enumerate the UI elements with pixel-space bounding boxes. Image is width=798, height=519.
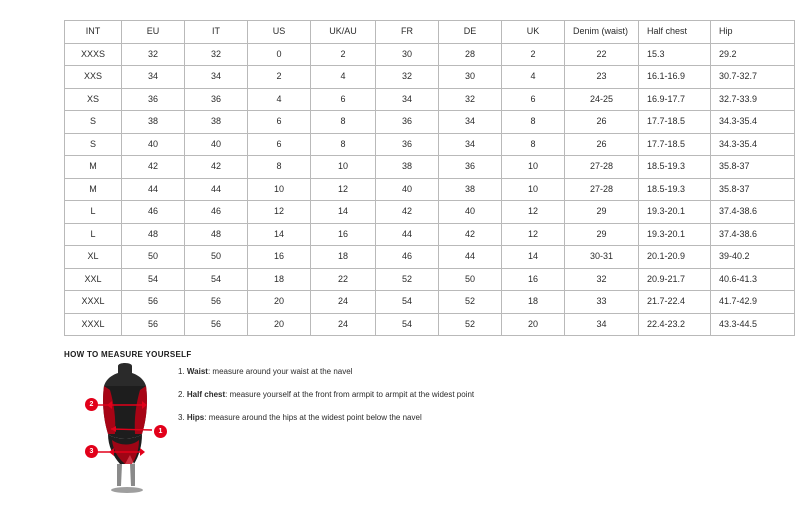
cell-hip: 35.8-37 [711,156,795,179]
cell-hip: 37.4-38.6 [711,201,795,224]
cell-us: 20 [248,313,311,336]
table-row [65,133,795,156]
cell-denim: 27-28 [565,178,639,201]
table-row [65,291,795,314]
cell-int: XXXL [65,313,122,336]
cell-int: XXL [65,268,122,291]
cell-it: 34 [185,66,248,89]
cell-denim: 27-28 [565,156,639,179]
cell-half-chest: 19.3-20.1 [639,223,711,246]
cell-half-chest: 17.7-18.5 [639,111,711,134]
cell-it: 50 [185,246,248,269]
cell-fr: 36 [376,111,439,134]
column-header-it: IT [185,21,248,44]
cell-it: 54 [185,268,248,291]
cell-half-chest: 18.5-19.3 [639,156,711,179]
cell-uk: 10 [502,178,565,201]
table-header-row [65,21,795,44]
cell-eu: 44 [122,178,185,201]
cell-de: 42 [439,223,502,246]
cell-int: M [65,178,122,201]
cell-eu: 48 [122,223,185,246]
cell-denim: 24-25 [565,88,639,111]
cell-uk: 8 [502,111,565,134]
cell-ukau: 6 [311,88,376,111]
size-chart-container [64,20,758,336]
column-header-half-chest: Half chest [639,21,711,44]
cell-us: 8 [248,156,311,179]
cell-uk: 14 [502,246,565,269]
cell-half-chest: 18.5-19.3 [639,178,711,201]
cell-denim: 23 [565,66,639,89]
cell-fr: 44 [376,223,439,246]
cell-uk: 8 [502,133,565,156]
measurement-diagram [84,360,174,495]
marker-waist: 1 [154,425,167,438]
how-to-measure-instructions [178,366,598,435]
instruction-number: 1. [178,367,185,376]
cell-us: 4 [248,88,311,111]
cell-de: 38 [439,178,502,201]
cell-us: 6 [248,111,311,134]
cell-hip: 32.7-33.9 [711,88,795,111]
cell-fr: 54 [376,313,439,336]
cell-ukau: 16 [311,223,376,246]
cell-uk: 18 [502,291,565,314]
cell-uk: 2 [502,43,565,66]
cell-uk: 12 [502,223,565,246]
size-chart-table [64,20,795,336]
cell-int: XXS [65,66,122,89]
cell-hip: 34.3-35.4 [711,133,795,156]
instruction-number: 3. [178,413,185,422]
cell-int: XL [65,246,122,269]
cell-us: 16 [248,246,311,269]
cell-it: 48 [185,223,248,246]
column-header-fr: FR [376,21,439,44]
cell-it: 32 [185,43,248,66]
cell-half-chest: 15.3 [639,43,711,66]
cell-it: 56 [185,313,248,336]
cell-us: 2 [248,66,311,89]
cell-de: 36 [439,156,502,179]
cell-hip: 29.2 [711,43,795,66]
cell-us: 10 [248,178,311,201]
cell-half-chest: 21.7-22.4 [639,291,711,314]
cell-eu: 32 [122,43,185,66]
instruction-waist [178,366,598,377]
cell-it: 36 [185,88,248,111]
table-row [65,223,795,246]
cell-denim: 29 [565,223,639,246]
cell-fr: 40 [376,178,439,201]
column-header-de: DE [439,21,502,44]
column-header-us: US [248,21,311,44]
cell-ukau: 8 [311,133,376,156]
table-row [65,246,795,269]
cell-uk: 10 [502,156,565,179]
cell-uk: 6 [502,88,565,111]
table-row [65,88,795,111]
cell-half-chest: 20.9-21.7 [639,268,711,291]
column-header-ukau: UK/AU [311,21,376,44]
cell-us: 12 [248,201,311,224]
marker-half-chest: 2 [85,398,98,411]
cell-us: 0 [248,43,311,66]
cell-ukau: 10 [311,156,376,179]
cell-eu: 56 [122,313,185,336]
cell-int: XXXS [65,43,122,66]
cell-hip: 43.3-44.5 [711,313,795,336]
instruction-term: Half chest [186,390,226,399]
cell-eu: 56 [122,291,185,314]
cell-denim: 30-31 [565,246,639,269]
cell-eu: 40 [122,133,185,156]
cell-ukau: 2 [311,43,376,66]
cell-uk: 12 [502,201,565,224]
cell-fr: 32 [376,66,439,89]
cell-int: M [65,156,122,179]
instruction-hips [178,412,598,423]
cell-ukau: 8 [311,111,376,134]
cell-ukau: 12 [311,178,376,201]
cell-de: 34 [439,111,502,134]
cell-ukau: 24 [311,291,376,314]
table-row [65,268,795,291]
cell-int: S [65,111,122,134]
cell-denim: 29 [565,201,639,224]
cell-half-chest: 16.1-16.9 [639,66,711,89]
cell-hip: 30.7-32.7 [711,66,795,89]
marker-hips: 3 [85,445,98,458]
cell-it: 40 [185,133,248,156]
cell-us: 6 [248,133,311,156]
cell-int: XS [65,88,122,111]
cell-it: 42 [185,156,248,179]
cell-uk: 20 [502,313,565,336]
cell-half-chest: 16.9-17.7 [639,88,711,111]
cell-ukau: 18 [311,246,376,269]
how-to-measure-title: HOW TO MEASURE YOURSELF [64,350,192,359]
cell-de: 28 [439,43,502,66]
cell-it: 46 [185,201,248,224]
cell-fr: 30 [376,43,439,66]
instruction-text: : measure around the hips at the widest point below the navel [204,413,422,422]
cell-de: 44 [439,246,502,269]
cell-fr: 46 [376,246,439,269]
size-chart-body [65,43,795,336]
cell-denim: 33 [565,291,639,314]
cell-de: 40 [439,201,502,224]
cell-de: 52 [439,313,502,336]
cell-denim: 26 [565,133,639,156]
cell-hip: 40.6-41.3 [711,268,795,291]
instruction-half-chest [178,389,598,400]
column-header-int: INT [65,21,122,44]
table-row [65,178,795,201]
cell-int: XXXL [65,291,122,314]
cell-int: L [65,223,122,246]
cell-it: 38 [185,111,248,134]
cell-hip: 35.8-37 [711,178,795,201]
cell-fr: 54 [376,291,439,314]
cell-de: 52 [439,291,502,314]
size-chart-header [65,21,795,44]
cell-hip: 41.7-42.9 [711,291,795,314]
cell-half-chest: 20.1-20.9 [639,246,711,269]
cell-int: L [65,201,122,224]
cell-it: 44 [185,178,248,201]
cell-half-chest: 19.3-20.1 [639,201,711,224]
cell-de: 32 [439,88,502,111]
column-header-hip: Hip [711,21,795,44]
cell-eu: 34 [122,66,185,89]
cell-eu: 36 [122,88,185,111]
cell-hip: 39-40.2 [711,246,795,269]
cell-de: 30 [439,66,502,89]
cell-us: 20 [248,291,311,314]
waist-measure-arrow [111,429,152,430]
cell-fr: 34 [376,88,439,111]
cell-eu: 42 [122,156,185,179]
instruction-term: Hips [186,413,205,422]
cell-half-chest: 17.7-18.5 [639,133,711,156]
cell-fr: 42 [376,201,439,224]
cell-int: S [65,133,122,156]
table-row [65,156,795,179]
cell-half-chest: 22.4-23.2 [639,313,711,336]
cell-ukau: 22 [311,268,376,291]
cell-us: 18 [248,268,311,291]
instruction-text: : measure yourself at the front from armpit to armpit at the widest point [225,390,475,399]
cell-eu: 38 [122,111,185,134]
cell-eu: 46 [122,201,185,224]
cell-ukau: 4 [311,66,376,89]
cell-denim: 34 [565,313,639,336]
cell-uk: 16 [502,268,565,291]
table-row [65,313,795,336]
cell-eu: 50 [122,246,185,269]
cell-it: 56 [185,291,248,314]
cell-uk: 4 [502,66,565,89]
cell-de: 34 [439,133,502,156]
cell-denim: 26 [565,111,639,134]
instruction-term: Waist [186,367,208,376]
cell-hip: 37.4-38.6 [711,223,795,246]
column-header-eu: EU [122,21,185,44]
cell-hip: 34.3-35.4 [711,111,795,134]
cell-fr: 36 [376,133,439,156]
cell-ukau: 14 [311,201,376,224]
cell-fr: 38 [376,156,439,179]
column-header-uk: UK [502,21,565,44]
cell-de: 50 [439,268,502,291]
cell-us: 14 [248,223,311,246]
cell-denim: 22 [565,43,639,66]
cell-eu: 54 [122,268,185,291]
instruction-text: : measure around your waist at the navel [207,367,353,376]
column-header-denim-waist: Denim (waist) [565,21,639,44]
cell-fr: 52 [376,268,439,291]
table-row [65,201,795,224]
instruction-number: 2. [178,390,185,399]
cell-denim: 32 [565,268,639,291]
table-row [65,111,795,134]
table-row [65,66,795,89]
table-row [65,43,795,66]
cell-ukau: 24 [311,313,376,336]
